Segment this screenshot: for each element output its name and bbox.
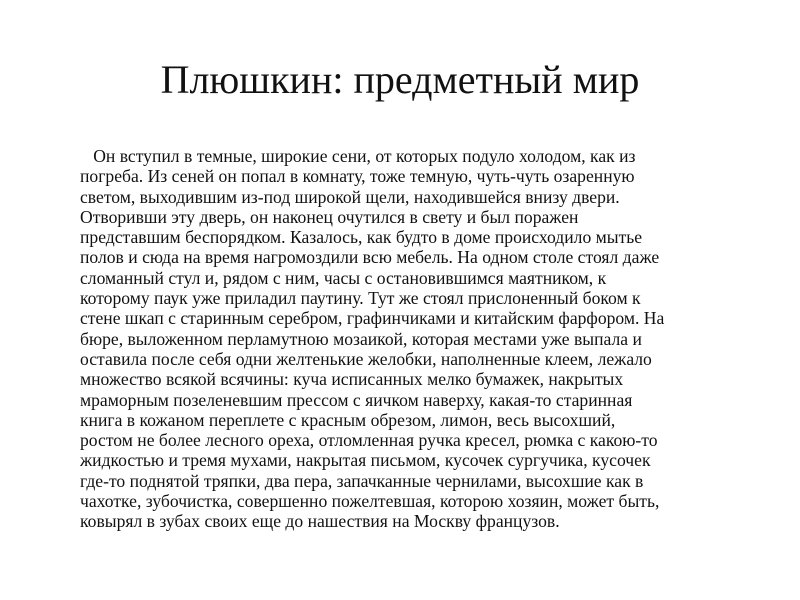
- slide-body-text: [80, 146, 752, 532]
- text-line: где-то поднятой тряпки, два пера, запачканные чернилами, высохшие как в: [80, 470, 644, 491]
- text-line: оставила после себя одни желтенькие желобки, наполненные клеем, лежало: [80, 348, 652, 369]
- text-line: ковырял в зубах своих еще до нашествия на Москву французов.: [80, 511, 560, 532]
- text-line: жидкостью и тремя мухами, накрытая письмом, кусочек сургучика, кусочек: [80, 450, 651, 471]
- text-line: сломанный стул и, рядом с ним, часы с остановившимся маятником, к: [80, 267, 607, 288]
- text-line: светом, выходившим из-под широкой щели, находившейся внизу двери.: [80, 186, 620, 207]
- text-line: мраморным позеленевшим прессом с яичком наверху, какая-то старинная: [80, 389, 633, 410]
- text-line: представшим беспорядком. Казалось, как будто в доме происходило мытье: [80, 227, 643, 248]
- text-line: бюре, выложенном перламутною мозаикой, которая местами уже выпала и: [80, 328, 642, 349]
- text-line: полов и сюда на время нагромоздили всю мебель. На одном столе стоял даже: [80, 247, 660, 268]
- text-line: погреба. Из сеней он попал в комнату, тоже темную, чуть-чуть озаренную: [80, 166, 635, 187]
- slide-title: Плюшкин: предметный мир: [160, 57, 640, 102]
- text-line: Он вступил в темные, широкие сени, от которых подуло холодом, как из: [80, 146, 636, 166]
- text-line: Отворивши эту дверь, он наконец очутился в свету и был поражен: [80, 206, 579, 227]
- text-line: чахотке, зубочистка, совершенно пожелтевшая, которою хозяин, может быть,: [80, 491, 660, 512]
- text-line: ростом не более лесного ореха, отломленная ручка кресел, рюмка с какою-то: [80, 430, 658, 451]
- text-line: множество всякой всячины: куча исписанных мелко бумажек, накрытых: [80, 369, 624, 390]
- text-line: стене шкап с старинным серебром, графинчиками и китайским фарфором. На: [80, 308, 665, 329]
- text-line: книга в кожаном переплете с красным обрезом, лимон, весь высохший,: [80, 409, 616, 430]
- text-line: которому паук уже приладил паутину. Тут же стоял прислоненный боком к: [80, 288, 641, 309]
